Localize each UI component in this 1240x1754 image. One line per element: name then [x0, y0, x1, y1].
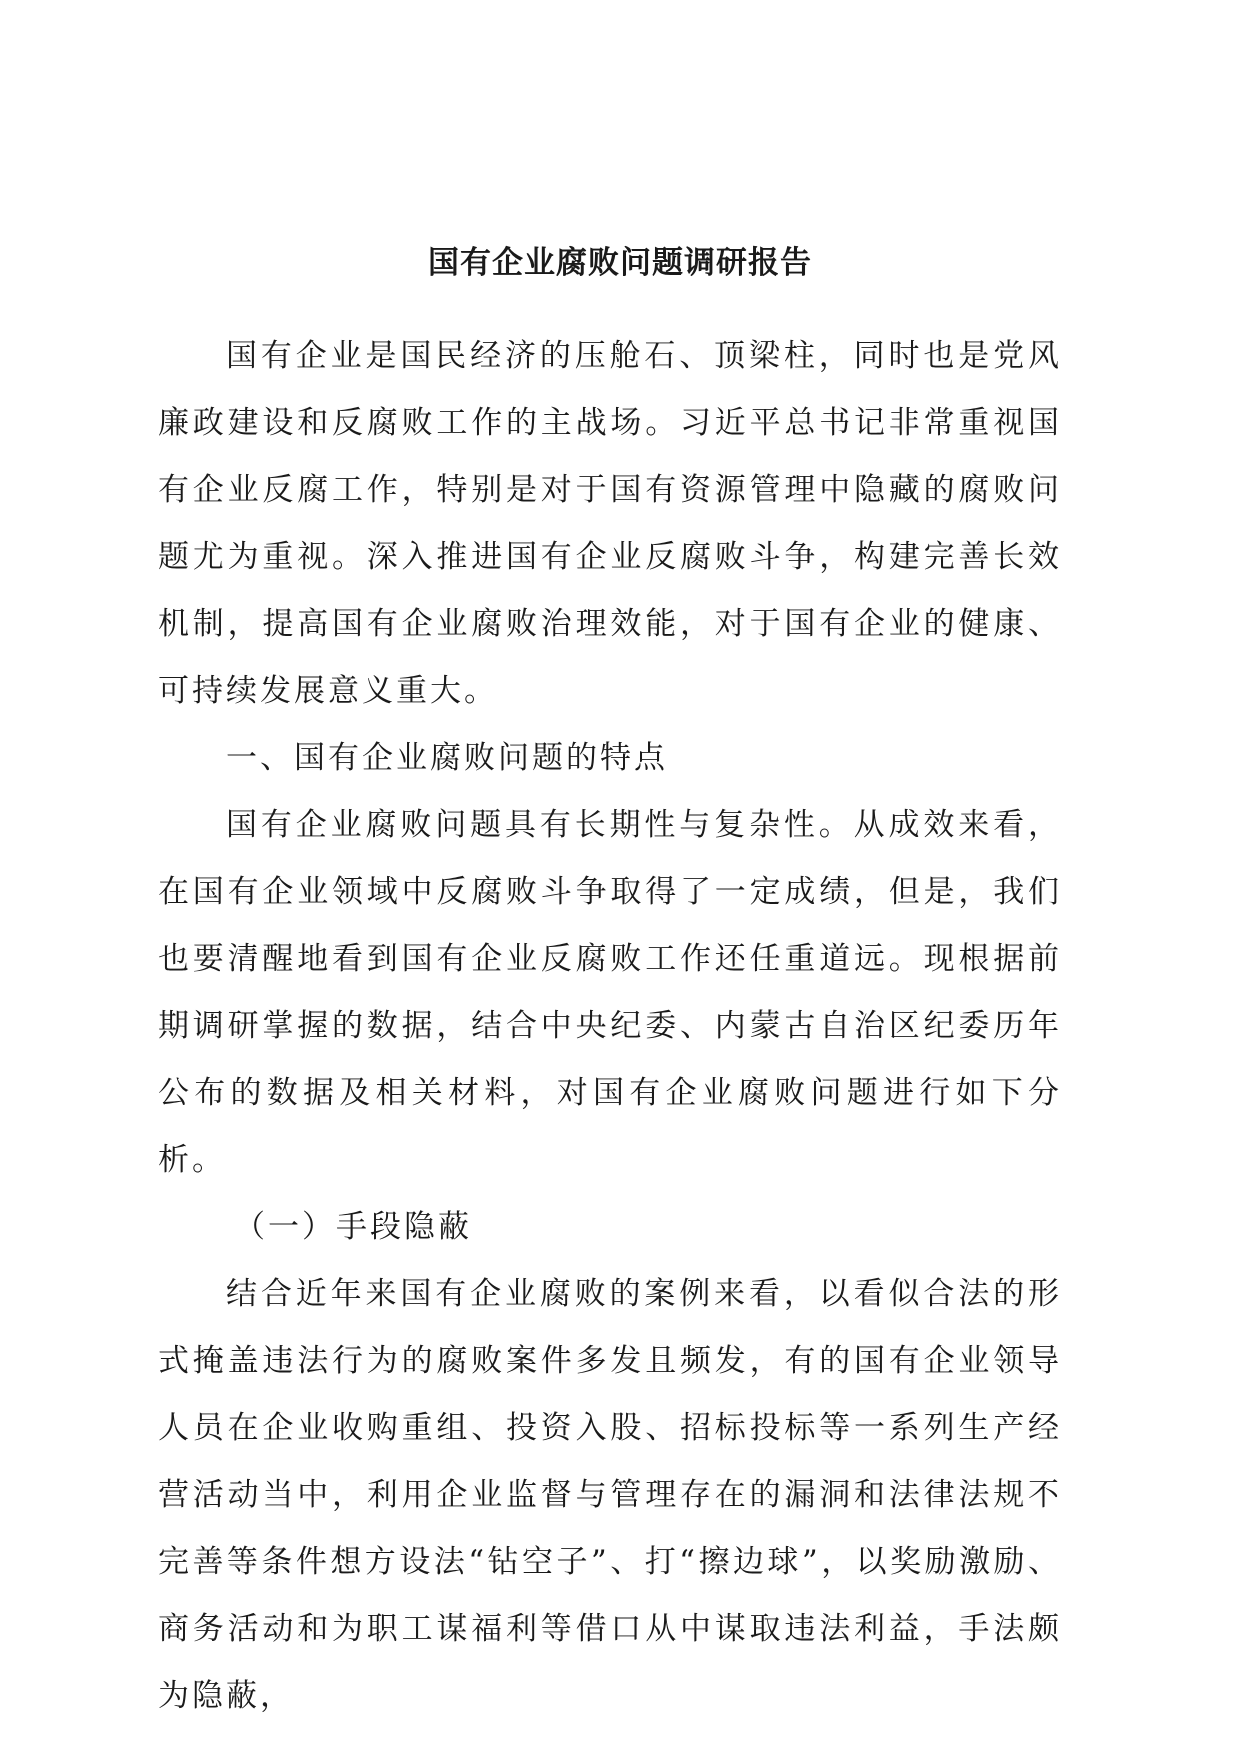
subsection-heading-concealed-means: （一）手段隐蔽: [234, 1209, 472, 1245]
document-title: 国有企业腐败问题调研报告: [428, 244, 812, 281]
intro-paragraph: 国有企业是国民经济的压舱石、顶梁柱，同时也是党风廉政建设和反腐败工作的主战场。习近平总书记非常重视国有企业反腐工作，特别是对于国有资源管理中隐藏的腐败问题尤为重视。深入推进国有企业反腐败斗争，构建完善长效机制，提高国有企业腐败治理效能，对于国有企业的健康、可持续发展意义重大。: [158, 338, 1062, 709]
section-paragraph-overview: 国有企业腐败问题具有长期性与复杂性。从成效来看，在国有企业领域中反腐败斗争取得了一定成绩，但是，我们也要清醒地看到国有企业反腐败工作还任重道远。现根据前期调研掌握的数据，结合中央纪委、内蒙古自治区纪委历年公布的数据及相关材料，对国有企业腐败问题进行如下分析。: [158, 807, 1062, 1178]
section-heading-characteristics: 一、国有企业腐败问题的特点: [226, 740, 668, 776]
document-body: [158, 323, 1062, 1730]
subsection-paragraph-concealed-means: 结合近年来国有企业腐败的案例来看，以看似合法的形式掩盖违法行为的腐败案件多发且频发，有的国有企业领导人员在企业收购重组、投资入股、招标投标等一系列生产经营活动当中，利用企业监督与管理存在的漏洞和法律法规不完善等条件想方设法“钻空子”、打“擦边球”，以奖励激励、商务活动和为职工谋福利等借口从中谋取违法利益，手法颇为隐蔽，: [158, 1276, 1062, 1714]
